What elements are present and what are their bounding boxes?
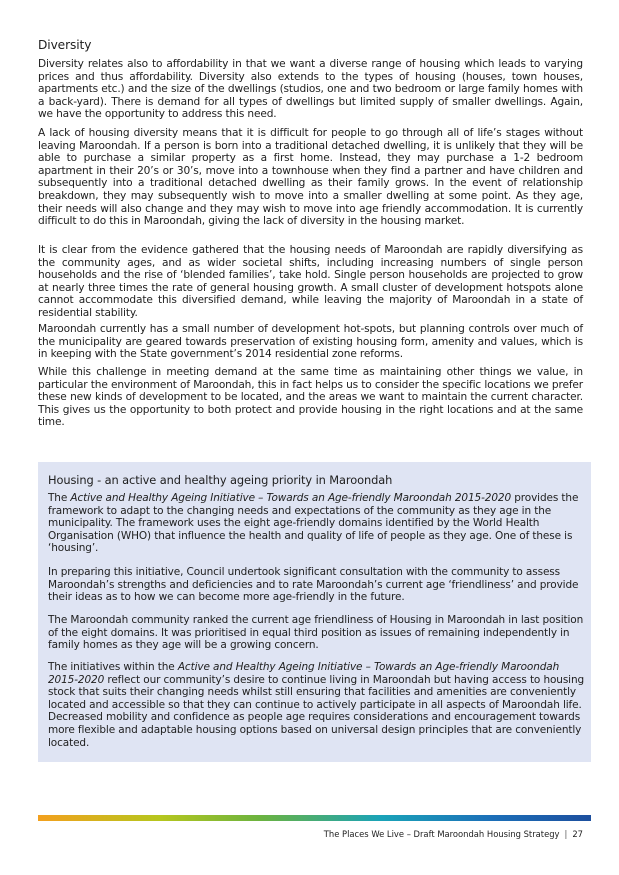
section-heading: Diversity — [38, 38, 92, 52]
callout-paragraph-4 — [48, 661, 588, 749]
callout-p4-rest: reflect our community’s desire to continue living in Maroondah but having access to housing stock that suits their changing needs whilst still ensuring that facilities and amenities are conveniently located and accessible so that they can continue to actively participate in all aspects of Maroondah life. Decreased mobility and confidence as people age requires considerations and encouragement towards more flexible and adaptable housing options based on universal design principles that are conveniently located. — [48, 673, 585, 749]
callout-title: Housing - an active and healthy ageing priority in Maroondah — [48, 473, 393, 487]
footer-color-bar — [38, 815, 591, 821]
body-paragraph-5: While this challenge in meeting demand at the same time as maintaining other things we value, in particular the environment of Maroondah, this in fact helps us to consider the specific locations we prefer these new kinds of development to be located, and the areas we want to maintain the current character. This gives us the opportunity to both protect and provide housing in the right locations and at the same time. — [38, 366, 583, 429]
callout-p1-lead: The — [48, 492, 71, 504]
callout-box — [38, 462, 591, 762]
footer-document-title: The Places We Live – Draft Maroondah Housing Strategy — [323, 829, 560, 839]
callout-p4-lead: The initiatives within the — [48, 661, 178, 673]
page-number: 27 — [572, 829, 583, 839]
callout-paragraph-2: In preparing this initiative, Council undertook significant consultation with the community to assess Maroondah’s strengths and deficiencies and to rate Maroondah’s current age ‘friendliness’ and provide their ideas as to how we can become more age-friendly in the future. — [48, 566, 579, 604]
callout-paragraph-1 — [48, 492, 588, 555]
initiative-title-italic: Active and Healthy Ageing Initiative – Towards an Age-friendly Maroondah 2015-2020 — [70, 492, 512, 504]
body-paragraph-4: Maroondah currently has a small number of development hot-spots, but planning controls over much of the municipality are geared towards preservation of existing housing form, amenity and values, which is in keeping with the State government’s 2014 residential zone reforms. — [38, 323, 583, 361]
body-paragraph-2: A lack of housing diversity means that it is difficult for people to go through all of life’s stages without leaving Maroondah. If a person is born into a traditional detached dwelling, it is unlikely that they will be able to purchase a similar property as a first home. Instead, they may purchase a 1-2 bedroom apartment in their 20’s or 30’s, move into a townhouse when they find a partner and have children and subsequently into a traditional detached dwelling as their family grows. In the event of relationship breakdown, they may subsequently wish to move into a smaller dwelling at some point. As they age, their needs will also change and they may wish to move into age friendly accommodation. It is currently difficult to do this in Maroondah, giving the lack of diversity in the housing market. — [38, 127, 583, 228]
body-paragraph-3: It is clear from the evidence gathered that the housing needs of Maroondah are rapidly diversifying as the community ages, and as wider societal shifts, including increasing numbers of single person households and the rise of ‘blended families’, take hold. Single person households are projected to grow at nearly three times the rate of general housing growth. A small cluster of development hotspots alone cannot accommodate this diversified demand, while leaving the majority of Maroondah in a state of residential stability. — [38, 244, 583, 319]
footer-separator: | — [564, 829, 568, 839]
page-footer — [324, 829, 583, 839]
callout-p1-rest: provides the framework to adapt to the changing needs and expectations of the community as they age in the municipality. The framework uses the eight age-friendly domains identified by the World Health Organisation (WHO) that influence the health and quality of life of people as they age. One of these is ‘housing’. — [48, 492, 579, 555]
initiative-title-italic-2: Active and Healthy Ageing Initiative – Towards an Age-friendly Maroondah 2015-2020 — [48, 661, 560, 686]
body-paragraph-1: Diversity relates also to affordability in that we want a diverse range of housing which leads to varying prices and thus affordability. Diversity also extends to the types of housing (houses, town houses, apartments etc.) and the size of the dwellings (studios, one and two bedroom or large family homes with a back-yard). There is demand for all types of dwellings but limited supply of smaller dwellings. Again, we have the opportunity to address this need. — [38, 58, 583, 121]
callout-paragraph-3: The Maroondah community ranked the current age friendliness of Housing in Maroondah in last position of the eight domains. It was prioritised in equal third position as issues of remaining independently in family homes as they age will be a growing concern. — [48, 614, 584, 652]
